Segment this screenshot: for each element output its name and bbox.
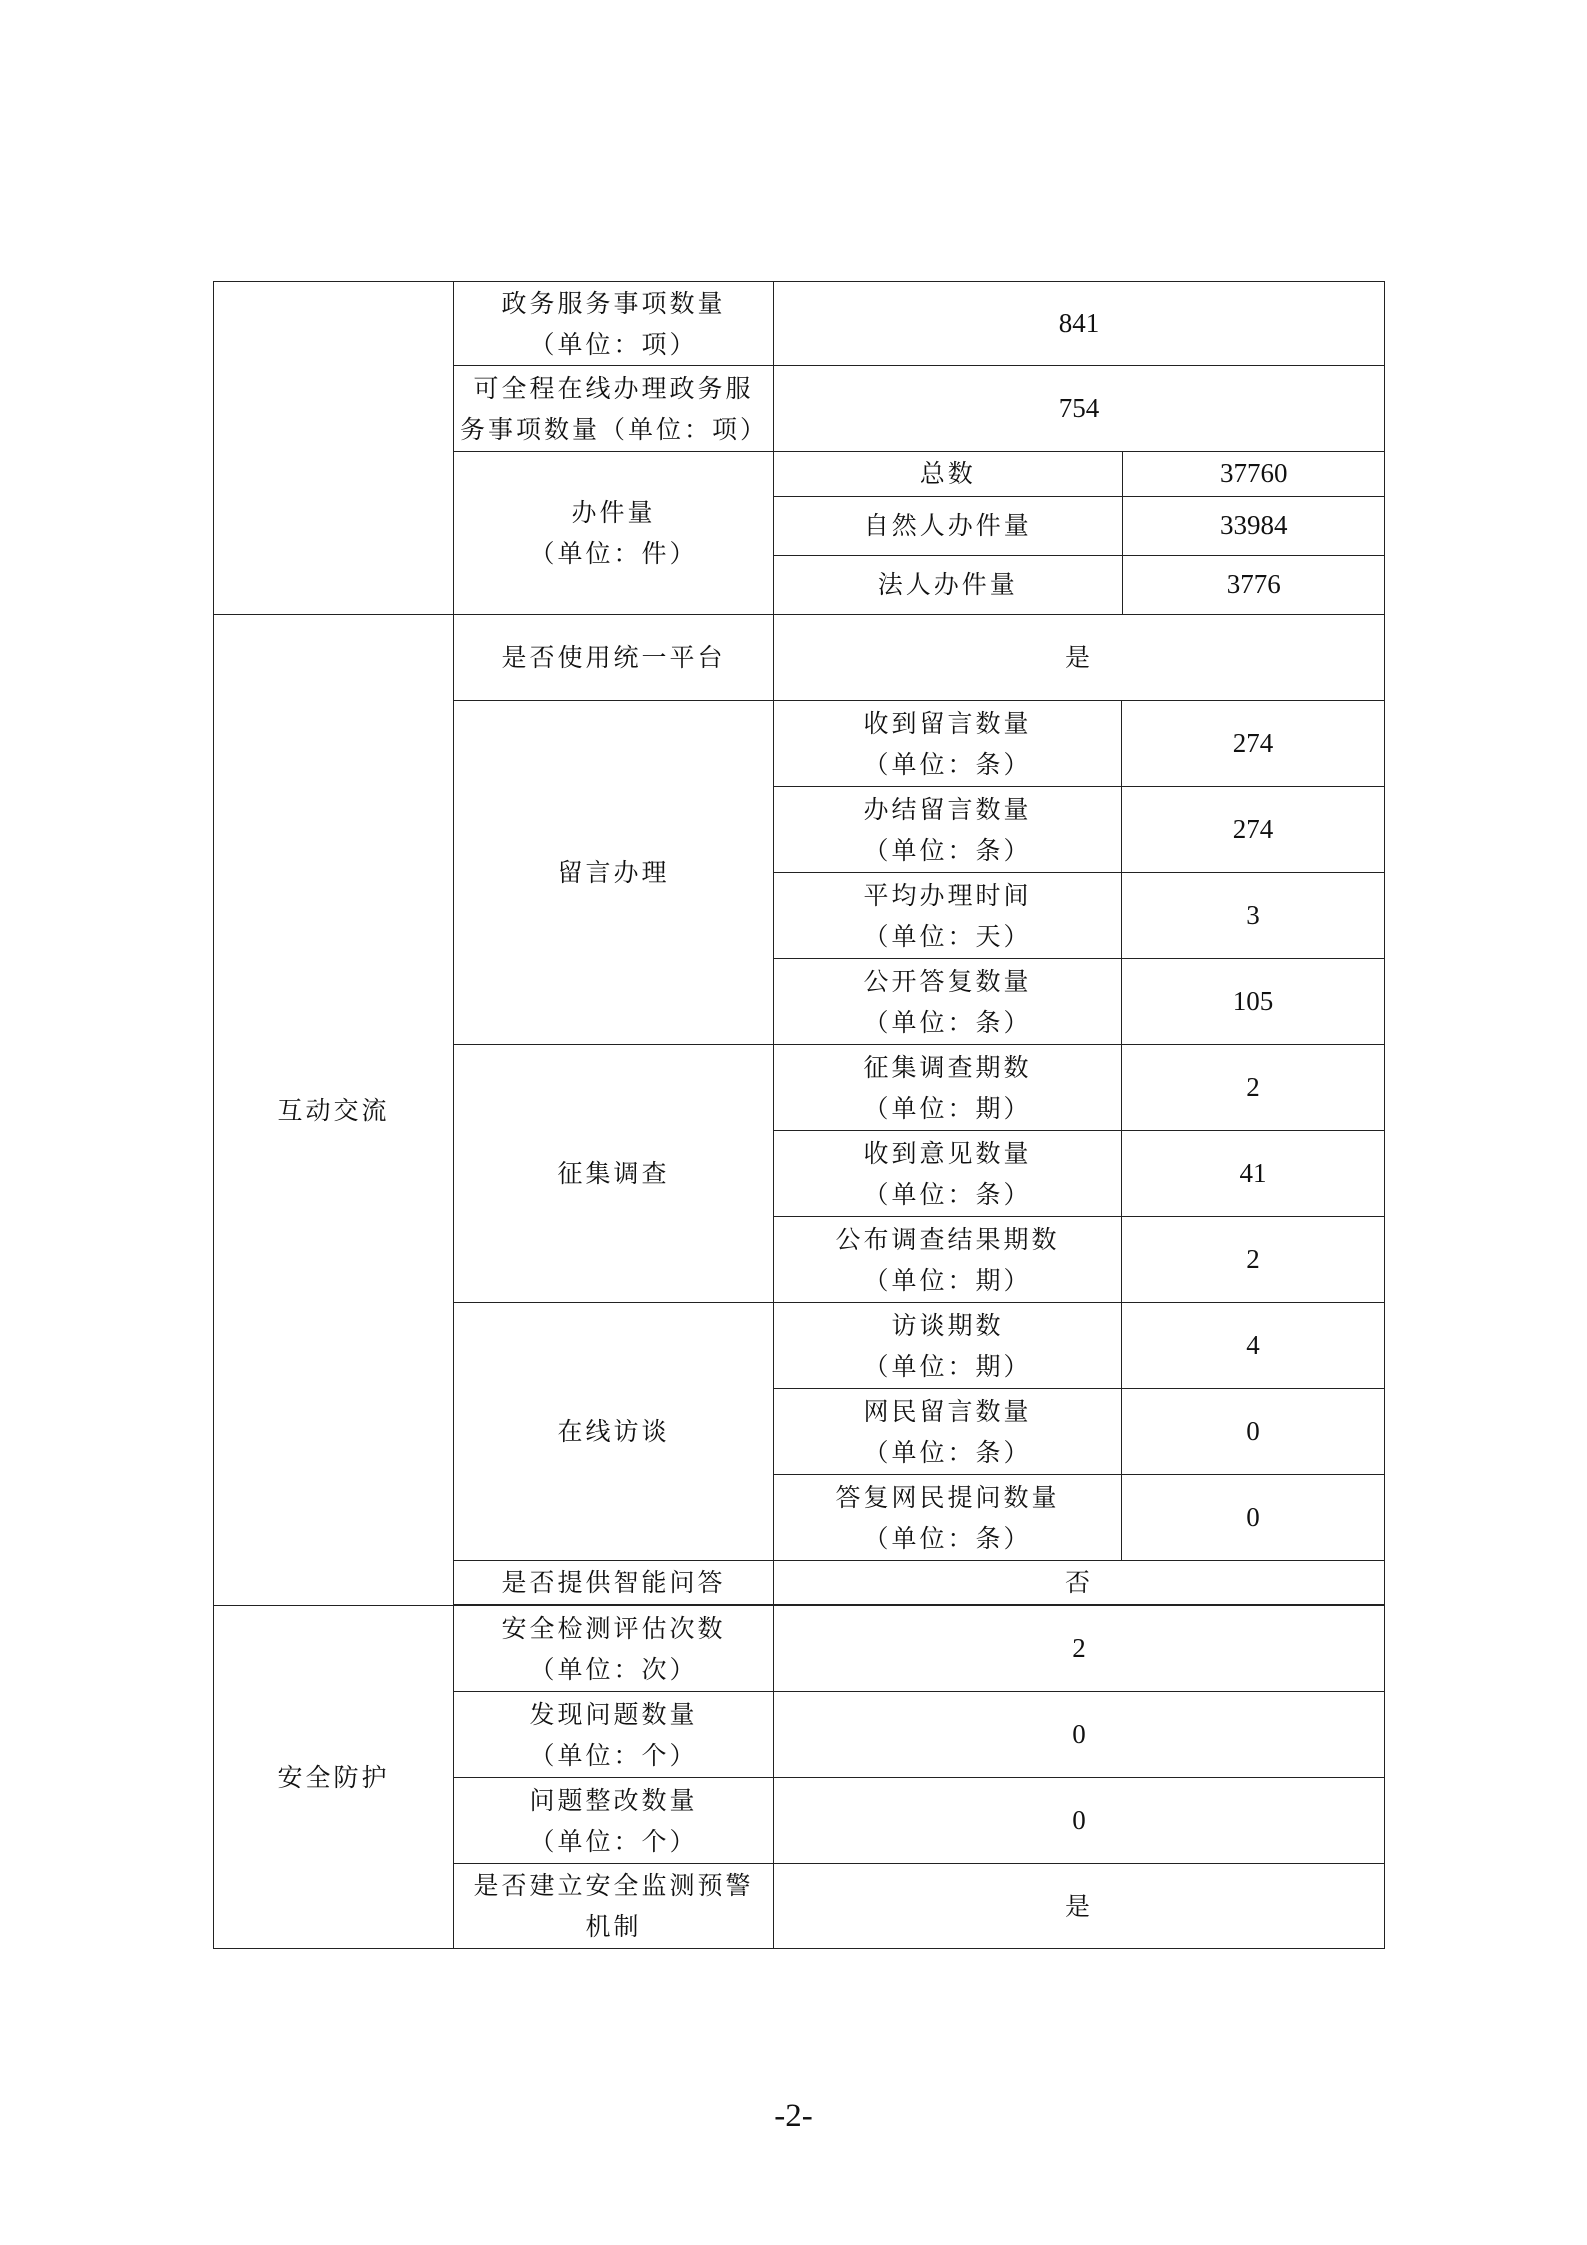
row-label: 安全检测评估次数 （单位：次） — [454, 1606, 774, 1692]
row-label: 发现问题数量 （单位：个） — [454, 1692, 774, 1778]
row-label: 可全程在线办理政务服 务事项数量（单位：项） — [454, 366, 774, 452]
row-label: 是否提供智能问答 — [454, 1561, 774, 1605]
sub-value: 37760 — [1122, 452, 1385, 496]
row-label: 政务服务事项数量 （单位：项） — [454, 282, 774, 366]
item-value: 274 — [1122, 787, 1385, 873]
item-label: 收到意见数量 （单位：条） — [774, 1131, 1122, 1217]
item-label: 办结留言数量 （单位：条） — [774, 787, 1122, 873]
section-cell-empty — [214, 282, 454, 615]
item-value: 0 — [1122, 1475, 1385, 1561]
item-label: 访谈期数 （单位：期） — [774, 1303, 1122, 1389]
table-row — [774, 555, 1385, 614]
item-label: 收到留言数量 （单位：条） — [774, 701, 1122, 787]
government-website-report-table — [213, 281, 1385, 1949]
table-row — [774, 452, 1385, 496]
item-value: 0 — [1122, 1389, 1385, 1475]
row-value: 否 — [774, 1561, 1385, 1605]
group-label: 留言办理 — [454, 701, 774, 1045]
item-label: 公布调查结果期数 （单位：期） — [774, 1217, 1122, 1303]
item-label: 征集调查期数 （单位：期） — [774, 1045, 1122, 1131]
row-value: 754 — [774, 366, 1385, 452]
sub-label: 自然人办件量 — [774, 496, 1122, 555]
sub-value: 33984 — [1122, 496, 1385, 555]
item-value: 105 — [1122, 959, 1385, 1045]
row-value: 0 — [774, 1692, 1385, 1778]
item-label: 平均办理时间 （单位：天） — [774, 873, 1122, 959]
item-label: 公开答复数量 （单位：条） — [774, 959, 1122, 1045]
group-label: 在线访谈 — [454, 1303, 774, 1561]
section-label: 互动交流 — [214, 615, 454, 1606]
item-label: 答复网民提问数量 （单位：条） — [774, 1475, 1122, 1561]
item-label: 网民留言数量 （单位：条） — [774, 1389, 1122, 1475]
row-label: 是否建立安全监测预警 机制 — [454, 1864, 774, 1949]
item-value: 2 — [1122, 1217, 1385, 1303]
table-row — [214, 282, 1385, 366]
row-value: 2 — [774, 1606, 1385, 1692]
item-value: 41 — [1122, 1131, 1385, 1217]
table-row — [774, 496, 1385, 555]
cases-subtable-cell — [774, 452, 1385, 615]
item-value: 274 — [1122, 701, 1385, 787]
row-label: 是否使用统一平台 — [454, 615, 774, 701]
item-value: 2 — [1122, 1045, 1385, 1131]
cases-subtable — [774, 452, 1385, 614]
row-label: 办件量 （单位：件） — [454, 452, 774, 615]
row-value: 841 — [774, 282, 1385, 366]
section-label: 安全防护 — [214, 1606, 454, 1949]
row-value: 是 — [774, 1864, 1385, 1949]
group-label: 征集调查 — [454, 1045, 774, 1303]
sub-label: 总数 — [774, 452, 1122, 496]
sub-value: 3776 — [1122, 555, 1385, 614]
row-label: 问题整改数量 （单位：个） — [454, 1778, 774, 1864]
sub-label: 法人办件量 — [774, 555, 1122, 614]
item-value: 3 — [1122, 873, 1385, 959]
table-row — [214, 615, 1385, 701]
page-number: -2- — [774, 2098, 813, 2134]
item-value: 4 — [1122, 1303, 1385, 1389]
table-row — [214, 1606, 1385, 1692]
row-value: 是 — [774, 615, 1385, 701]
row-value: 0 — [774, 1778, 1385, 1864]
